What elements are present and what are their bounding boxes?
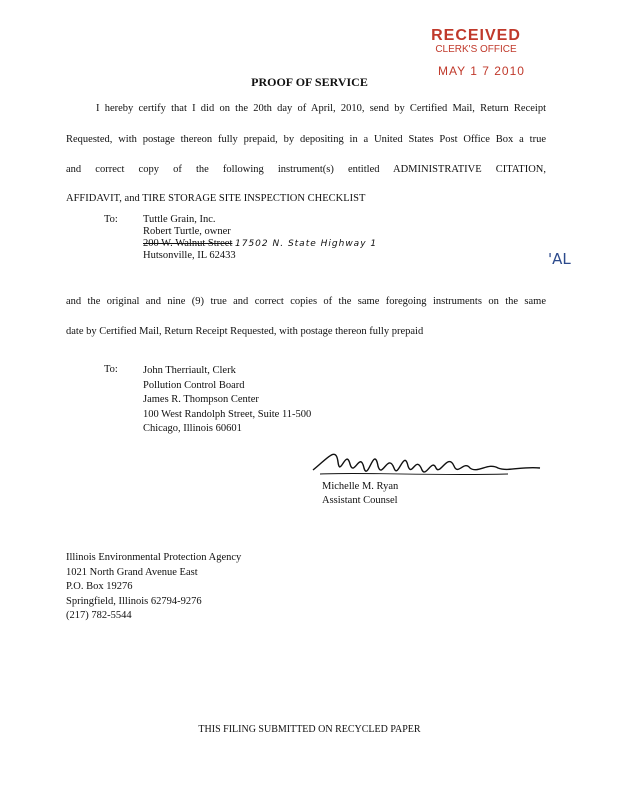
body-line-2: Requested, with postage thereon fully prepaid, by depositing in a United States Post Office Box a true: [66, 134, 546, 145]
footer-note: THIS FILING SUBMITTED ON RECYCLED PAPER: [198, 724, 421, 735]
handwritten-street: 17502 N. State Highway 1: [235, 239, 378, 249]
clerk-line: James R. Thompson Center: [143, 394, 259, 406]
body2-line-2: date by Certified Mail, Return Receipt Requested, with postage thereon fully prepaid: [66, 326, 424, 337]
recipient-name: Tuttle Grain, Inc.: [143, 214, 216, 225]
signer-block: [322, 480, 398, 508]
struck-street: 200 W. Walnut Street: [143, 238, 233, 249]
address-block-clerk: [143, 364, 311, 437]
signer-title: Assistant Counsel: [322, 495, 398, 506]
address-block-recipient: [143, 214, 377, 262]
received-stamp: [420, 27, 532, 78]
recipient-city: Hutsonville, IL 62433: [143, 250, 236, 261]
agency-line: 1021 North Grand Avenue East: [66, 566, 198, 578]
body2-line-1: and the original and nine (9) true and correct copies of the same foregoing instruments on the same: [66, 296, 546, 307]
agency-line: Illinois Environmental Protection Agency: [66, 552, 242, 563]
agency-line: Springfield, Illinois 62794-9276: [66, 595, 202, 607]
to-label-2: To:: [104, 364, 118, 375]
agency-line: (217) 782-5544: [66, 610, 132, 621]
recipient-owner: Robert Turtle, owner: [143, 226, 231, 237]
clerk-line: Pollution Control Board: [143, 379, 245, 391]
body-line-4: AFFIDAVIT, and TIRE STORAGE SITE INSPECTION CHECKLIST: [66, 193, 366, 204]
body-line-1: I hereby certify that I did on the 20th day of April, 2010, send by Certified Mail, Return Receipt: [96, 103, 546, 114]
body-line-3: and correct copy of the following instrument(s) entitled ADMINISTRATIVE CITATION,: [66, 164, 546, 175]
agency-address: [66, 551, 241, 624]
stamp-received: RECEIVED: [431, 27, 521, 44]
clerk-line: John Therriault, Clerk: [143, 365, 236, 376]
signer-name: Michelle M. Ryan: [322, 481, 399, 492]
recipient-street: [143, 238, 377, 250]
stamp-date: MAY 1 7 2010: [438, 64, 525, 78]
stamp-office: CLERK'S OFFICE: [435, 44, 517, 55]
clerk-line: 100 West Randolph Street, Suite 11-500: [143, 408, 312, 420]
clerk-line: Chicago, Illinois 60601: [143, 423, 242, 435]
agency-line: P.O. Box 19276: [66, 581, 133, 592]
margin-mark: 'AL: [548, 250, 571, 268]
page-title: PROOF OF SERVICE: [251, 75, 368, 89]
to-label-1: To:: [104, 214, 118, 225]
